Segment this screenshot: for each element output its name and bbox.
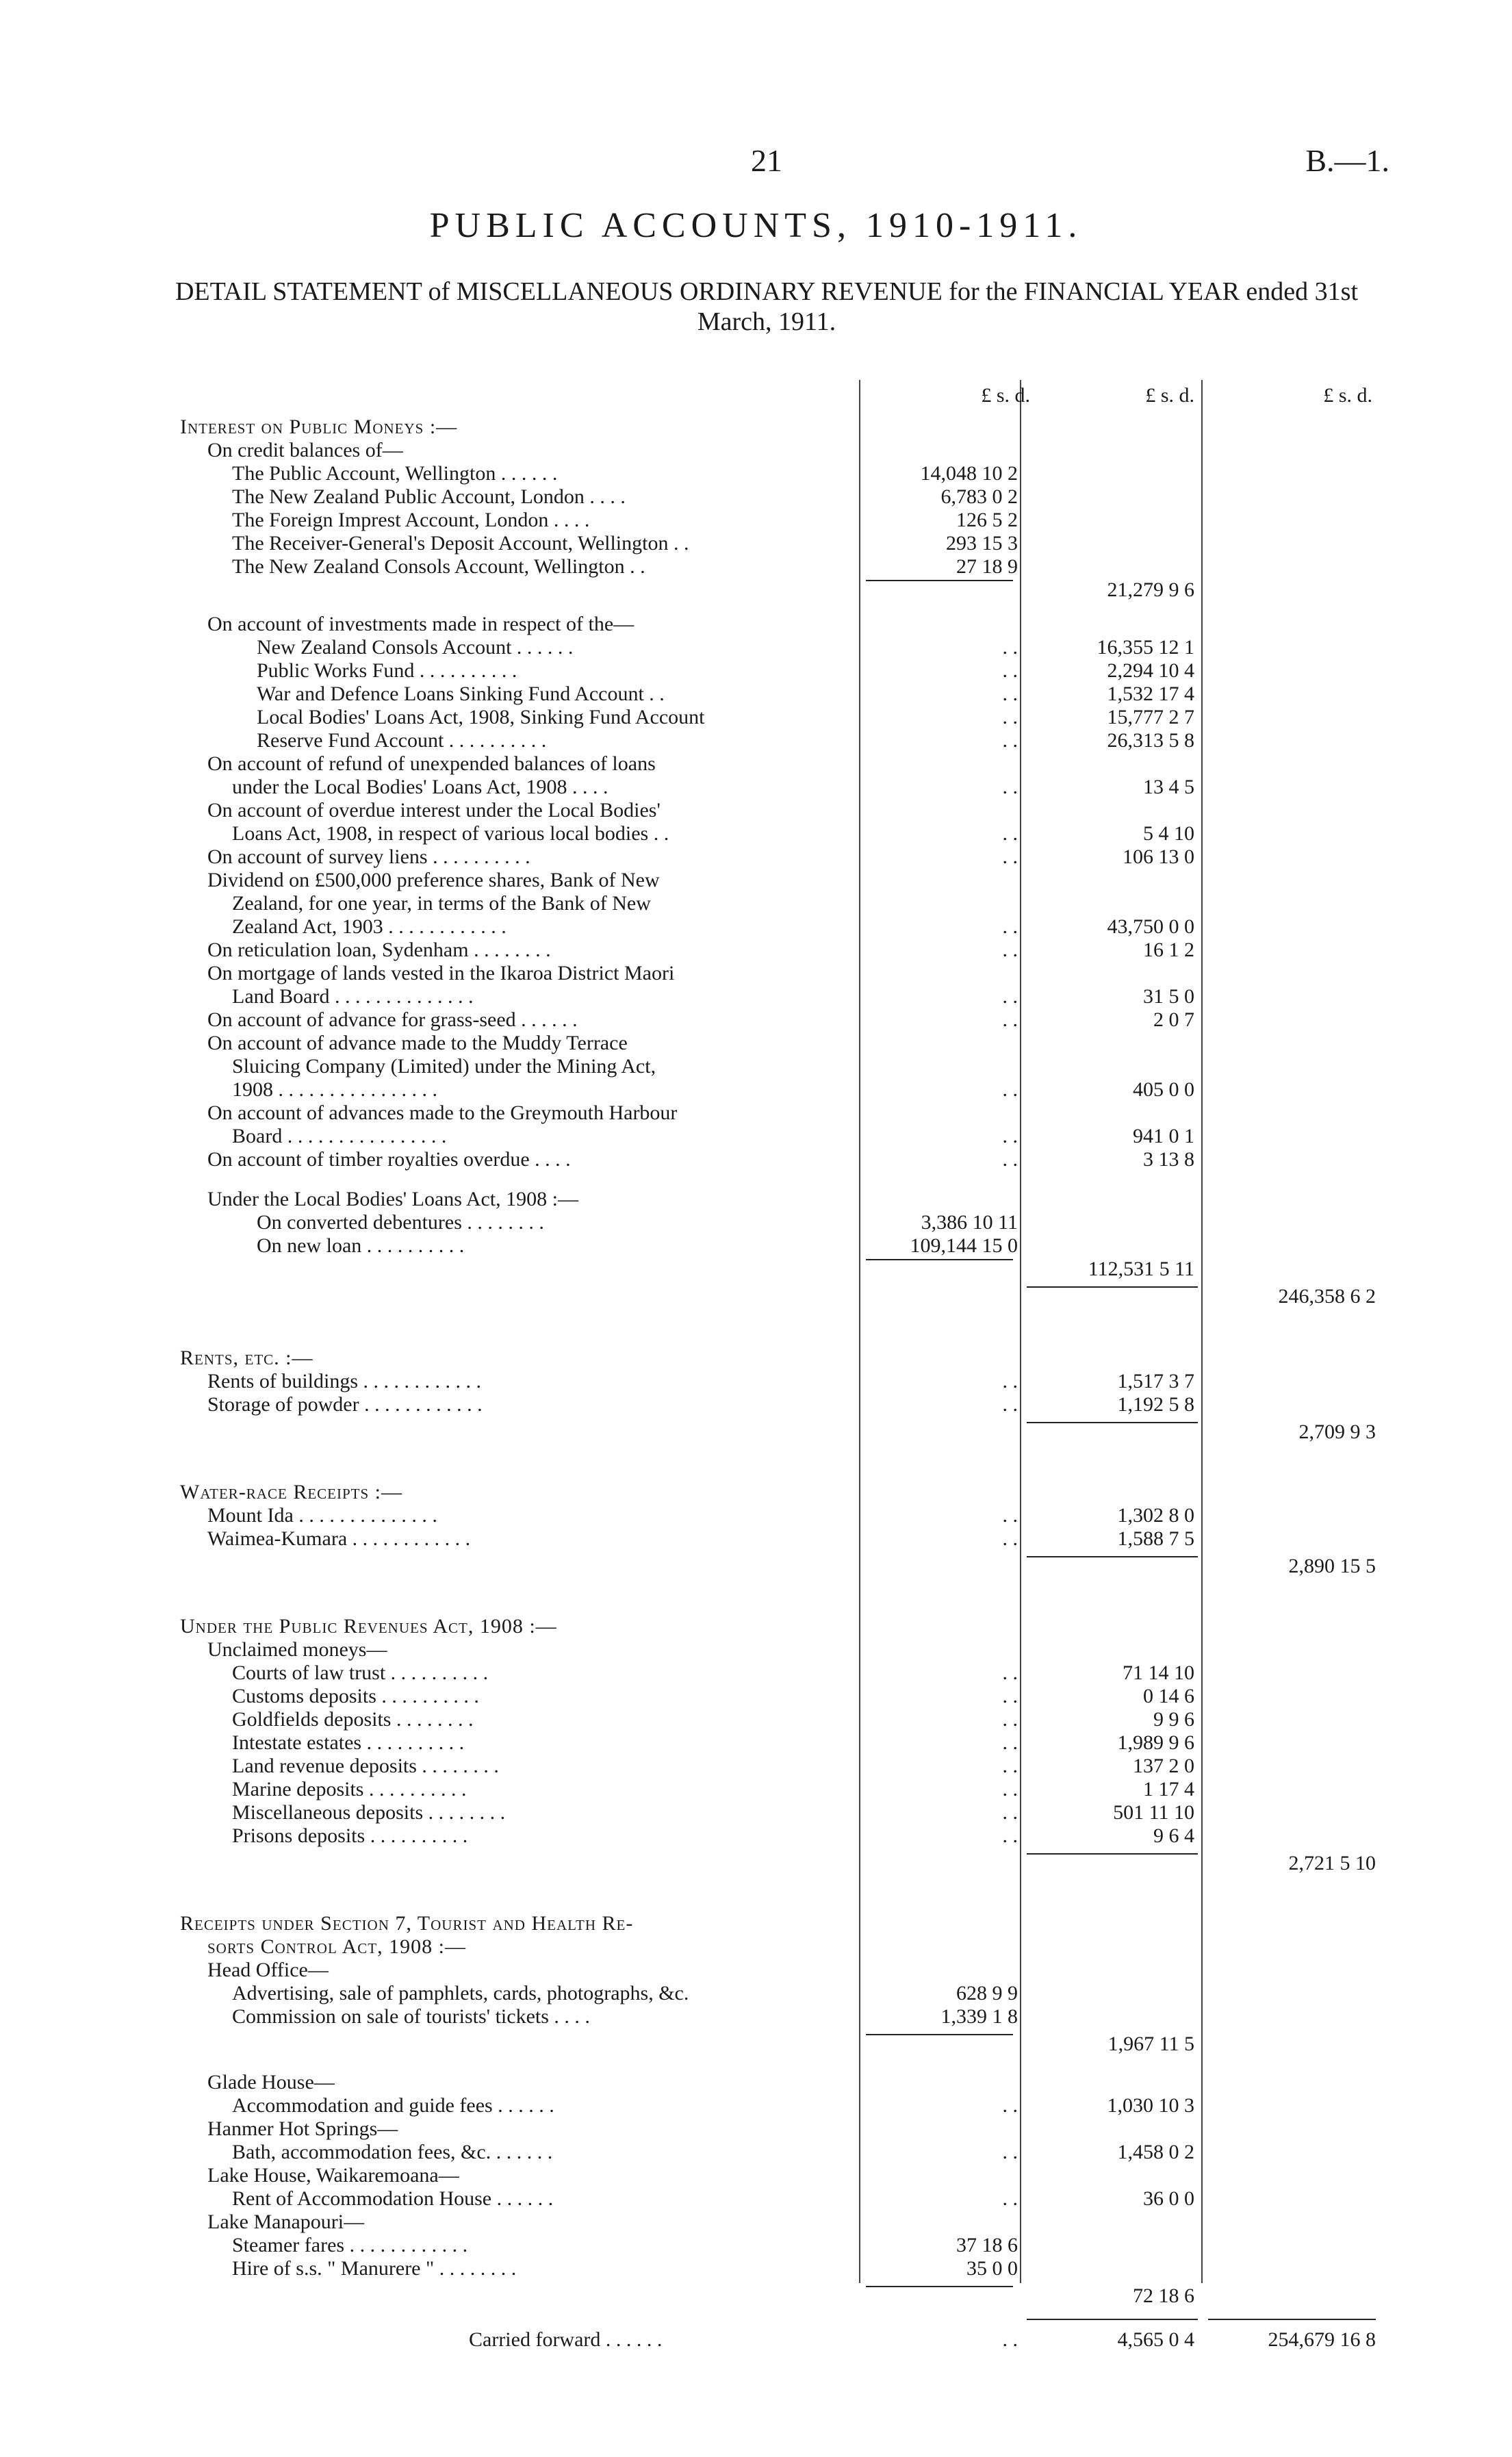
table-row: [175, 1211, 1379, 1234]
row-description: Steamer fares . . . . . . . . . . . .: [232, 2234, 468, 2256]
subtotal-rule: [1027, 1422, 1198, 1423]
row-description: Reserve Fund Account . . . . . . . . . .: [257, 729, 547, 752]
amount-a1: . .: [1002, 915, 1018, 938]
amount-a1: . .: [1002, 1778, 1018, 1800]
row-description: Under the Local Bodies' Loans Act, 1908 :—: [207, 1188, 578, 1210]
amount-a1: 126 5 2: [956, 509, 1018, 531]
row-description: Glade House—: [207, 2071, 335, 2093]
table-row: [175, 683, 1379, 706]
amount-a2: 3 13 8: [1143, 1148, 1194, 1171]
table-row: [175, 1615, 1379, 1638]
table-row: [175, 439, 1379, 462]
amount-a2: 1,989 9 6: [1117, 1731, 1194, 1754]
amount-a2: 1,532 17 4: [1107, 683, 1194, 705]
row-description: Courts of law trust . . . . . . . . . .: [232, 1662, 489, 1684]
amount-a2: 26,313 5 8: [1107, 729, 1194, 752]
subtotal-rule: [866, 2286, 1013, 2287]
table-row: [175, 1935, 1379, 1959]
amount-a1: . .: [1002, 1393, 1018, 1416]
subtotal-rule: [1027, 1556, 1198, 1557]
amount-a2: 72 18 6: [1133, 2284, 1194, 2307]
row-description: War and Defence Loans Sinking Fund Account . .: [257, 683, 665, 705]
amount-a1: . .: [1002, 1078, 1018, 1101]
table-row: [175, 2094, 1379, 2117]
row-description: Sluicing Company (Limited) under the Mining Act,: [232, 1055, 656, 1078]
amount-a2: 71 14 10: [1123, 1662, 1194, 1684]
table-row: [175, 1638, 1379, 1662]
row-description: On reticulation loan, Sydenham . . . . . . . .: [207, 939, 551, 961]
subtotal-rule: [866, 1259, 1013, 1260]
amount-a1: . .: [1002, 1708, 1018, 1731]
subtotal-rule: [1027, 1853, 1198, 1855]
row-description: On mortgage of lands vested in the Ikaroa District Maori: [207, 962, 675, 984]
row-description: Waimea-Kumara . . . . . . . . . . . .: [207, 1527, 471, 1550]
column-header-1: £ s. d.: [981, 384, 1030, 407]
amount-a1: 109,144 15 0: [910, 1234, 1018, 1257]
table-row: [175, 1234, 1379, 1258]
amount-a1: 14,048 10 2: [920, 462, 1018, 485]
table-row: [175, 1755, 1379, 1778]
amount-a1: . .: [1002, 636, 1018, 659]
table-row: [175, 1481, 1379, 1504]
row-description: On account of overdue interest under the Local Bodies': [207, 799, 661, 822]
row-description: On account of refund of unexpended balances of loans: [207, 752, 656, 775]
amount-a2: 1,517 3 7: [1117, 1370, 1194, 1392]
row-description: The New Zealand Public Account, London . . . .: [232, 485, 626, 508]
amount-a1: . .: [1002, 729, 1018, 752]
table-row: [175, 1982, 1379, 2005]
statement-subtitle: DETAIL STATEMENT of MISCELLANEOUS ORDINARY REVENUE for the FINANCIAL YEAR ended 31st March, 1911.: [175, 277, 1359, 336]
table-row: [175, 729, 1379, 752]
amount-a2: 1,458 0 2: [1117, 2141, 1194, 2163]
section-heading: Receipts under Section 7, Tourist and Health Re-: [180, 1912, 634, 1935]
row-description: Customs deposits . . . . . . . . . .: [232, 1685, 479, 1707]
amount-a1: . .: [1002, 1824, 1018, 1847]
table-row: [175, 1527, 1379, 1551]
table-row: [175, 1393, 1379, 1416]
amount-a2: 1,030 10 3: [1107, 2094, 1194, 2117]
table-row: [175, 1685, 1379, 1708]
row-description: Land revenue deposits . . . . . . . .: [232, 1755, 499, 1777]
section-heading: Interest on Public Moneys :—: [180, 416, 458, 438]
amount-a2: 405 0 0: [1133, 1078, 1194, 1101]
amount-a1: . .: [1002, 706, 1018, 728]
row-description: Prisons deposits . . . . . . . . . .: [232, 1824, 468, 1847]
amount-a2: 4,565 0 4: [1117, 2328, 1194, 2351]
row-description: Commission on sale of tourists' tickets . . . .: [232, 2005, 590, 2028]
table-row: [175, 1421, 1379, 1444]
amount-a1: . .: [1002, 1527, 1018, 1550]
table-row: [175, 869, 1379, 892]
row-description: Miscellaneous deposits . . . . . . . .: [232, 1801, 506, 1824]
table-row: [175, 776, 1379, 799]
column-header-2: £ s. d.: [1145, 384, 1194, 407]
row-description: Carried forward . . . . . .: [469, 2328, 663, 2351]
table-row: [175, 915, 1379, 939]
amount-a2: 9 6 4: [1153, 1824, 1194, 1847]
amount-a2: 1,192 5 8: [1117, 1393, 1194, 1416]
document-reference: B.—1.: [1305, 143, 1389, 178]
section-heading: Rents, etc. :—: [180, 1347, 313, 1369]
amount-a2: 16 1 2: [1143, 939, 1194, 961]
amount-a2: 13 4 5: [1143, 776, 1194, 798]
amount-a3: 246,358 6 2: [1278, 1285, 1376, 1308]
table-row: [175, 1347, 1379, 1370]
section-heading: sorts Control Act, 1908 :—: [207, 1935, 466, 1958]
table-row: [175, 1032, 1379, 1055]
row-description: Zealand Act, 1903 . . . . . . . . . . . .: [232, 915, 507, 938]
amount-a2: 15,777 2 7: [1107, 706, 1194, 728]
amount-a1: . .: [1002, 2141, 1018, 2163]
amount-a2: 106 13 0: [1123, 845, 1194, 868]
table-row: [175, 1148, 1379, 1171]
subtotal-rule: [866, 2034, 1013, 2035]
table-row: [175, 1504, 1379, 1527]
table-row: [175, 416, 1379, 439]
amount-a1: . .: [1002, 1504, 1018, 1527]
amount-a1: . .: [1002, 939, 1018, 961]
row-description: Local Bodies' Loans Act, 1908, Sinking Fund Account: [257, 706, 705, 728]
amount-a2: 2,294 10 4: [1107, 659, 1194, 682]
table-row: [175, 1285, 1379, 1308]
table-row: [175, 2187, 1379, 2211]
amount-a1: . .: [1002, 1801, 1018, 1824]
amount-a1: . .: [1002, 1755, 1018, 1777]
table-row: [175, 636, 1379, 659]
amount-a2: 43,750 0 0: [1107, 915, 1194, 938]
table-row: [175, 706, 1379, 729]
amount-a1: . .: [1002, 1662, 1018, 1684]
row-description: On account of advance made to the Muddy Terrace: [207, 1032, 628, 1054]
table-row: [175, 2164, 1379, 2187]
table-row: [175, 985, 1379, 1008]
table-row: [175, 1959, 1379, 1982]
row-description: On new loan . . . . . . . . . .: [257, 1234, 465, 1257]
amount-a2: 31 5 0: [1143, 985, 1194, 1008]
amount-a1: . .: [1002, 659, 1018, 682]
row-description: Loans Act, 1908, in respect of various local bodies . .: [232, 822, 669, 845]
row-description: Advertising, sale of pamphlets, cards, photographs, &c.: [232, 1982, 689, 2004]
row-description: The Foreign Imprest Account, London . . . .: [232, 509, 590, 531]
table-row: [175, 2211, 1379, 2234]
row-description: Bath, accommodation fees, &c. . . . . . .: [232, 2141, 553, 2163]
amount-a1: . .: [1002, 1008, 1018, 1031]
table-row: [175, 1008, 1379, 1032]
amount-a1: . .: [1002, 822, 1018, 845]
amount-a2: 501 11 10: [1113, 1801, 1194, 1824]
table-row: [175, 1708, 1379, 1731]
row-description: Hanmer Hot Springs—: [207, 2117, 398, 2140]
row-description: Intestate estates . . . . . . . . . .: [232, 1731, 465, 1754]
page-number: 21: [751, 143, 782, 178]
row-description: Lake Manapouri—: [207, 2211, 365, 2233]
subtotal-rule: [866, 580, 1013, 581]
table-row: [175, 1912, 1379, 1935]
amount-a2: 137 2 0: [1133, 1755, 1194, 1777]
row-description: Land Board . . . . . . . . . . . . . .: [232, 985, 474, 1008]
amount-a1: 1,339 1 8: [940, 2005, 1018, 2028]
amount-a1: . .: [1002, 845, 1018, 868]
amount-a1: . .: [1002, 2187, 1018, 2210]
amount-a3: 254,679 16 8: [1268, 2328, 1376, 2351]
table-row: [175, 578, 1379, 602]
amount-a2: 941 0 1: [1133, 1125, 1194, 1147]
amount-a2: 5 4 10: [1143, 822, 1194, 845]
amount-a3: 2,890 15 5: [1288, 1555, 1376, 1577]
table-row: [175, 1662, 1379, 1685]
amount-a1: . .: [1002, 1370, 1018, 1392]
table-row: [175, 1731, 1379, 1755]
amount-a1: . .: [1002, 1685, 1018, 1707]
amount-a1: . .: [1002, 1125, 1018, 1147]
table-row: [175, 822, 1379, 845]
subtotal-rule: [1208, 2319, 1376, 2320]
table-row: [175, 1188, 1379, 1211]
row-description: The New Zealand Consols Account, Wellington . .: [232, 555, 645, 578]
amount-a2: 16,355 12 1: [1097, 636, 1194, 659]
table-row: [175, 659, 1379, 683]
row-description: Hire of s.s. " Manurere " . . . . . . . .: [232, 2257, 517, 2280]
row-description: Rents of buildings . . . . . . . . . . . .: [207, 1370, 482, 1392]
row-description: Goldfields deposits . . . . . . . .: [232, 1708, 474, 1731]
table-row: [175, 1102, 1379, 1125]
amount-a2: 1,302 8 0: [1117, 1504, 1194, 1527]
amount-a1: . .: [1002, 683, 1018, 705]
row-description: New Zealand Consols Account . . . . . .: [257, 636, 574, 659]
amount-a2: 1,967 11 5: [1107, 2033, 1194, 2055]
row-description: Marine deposits . . . . . . . . . .: [232, 1778, 467, 1800]
table-row: [175, 2005, 1379, 2028]
row-description: Public Works Fund . . . . . . . . . .: [257, 659, 517, 682]
table-row: [175, 892, 1379, 915]
amount-a2: 112,531 5 11: [1088, 1258, 1194, 1280]
amount-a1: . .: [1002, 2328, 1018, 2351]
column-header-3: £ s. d.: [1323, 384, 1372, 407]
amount-a2: 1 17 4: [1143, 1778, 1194, 1800]
table-row: [175, 939, 1379, 962]
amount-a1: . .: [1002, 1731, 1018, 1754]
table-row: [175, 555, 1379, 578]
table-row: [175, 532, 1379, 555]
table-row: [175, 1258, 1379, 1281]
row-description: 1908 . . . . . . . . . . . . . . . .: [232, 1078, 437, 1101]
table-row: [175, 1801, 1379, 1824]
table-row: [175, 1078, 1379, 1102]
amount-a1: . .: [1002, 985, 1018, 1008]
table-row: [175, 1778, 1379, 1801]
row-description: Lake House, Waikaremoana—: [207, 2164, 459, 2187]
amount-a1: 35 0 0: [966, 2257, 1018, 2280]
table-row: [175, 2257, 1379, 2280]
amount-a2: 21,279 9 6: [1107, 578, 1194, 601]
revenue-table: [175, 380, 1379, 2351]
table-row: [175, 2234, 1379, 2257]
table-row: [175, 485, 1379, 509]
table-row: [175, 462, 1379, 485]
amount-a1: 6,783 0 2: [940, 485, 1018, 508]
amount-a1: . .: [1002, 776, 1018, 798]
section-heading: Under the Public Revenues Act, 1908 :—: [180, 1615, 557, 1638]
page-title: PUBLIC ACCOUNTS, 1910-1911.: [429, 206, 1083, 245]
amount-a2: 1,588 7 5: [1117, 1527, 1194, 1550]
row-description: Dividend on £500,000 preference shares, Bank of New: [207, 869, 660, 891]
amount-a1: 293 15 3: [946, 532, 1018, 555]
table-row: [175, 1852, 1379, 1875]
amount-a1: 628 9 9: [956, 1982, 1018, 2004]
table-row: [175, 1055, 1379, 1078]
table-row: [175, 2071, 1379, 2094]
row-description: Zealand, for one year, in terms of the Bank of New: [232, 892, 651, 915]
row-description: under the Local Bodies' Loans Act, 1908 . . . .: [232, 776, 608, 798]
row-description: Mount Ida . . . . . . . . . . . . . .: [207, 1504, 437, 1527]
subtotal-rule: [1027, 2319, 1198, 2320]
row-description: On account of advance for grass-seed . . . . . .: [207, 1008, 578, 1031]
row-description: On account of timber royalties overdue . . . .: [207, 1148, 571, 1171]
amount-a1: 3,386 10 11: [921, 1211, 1018, 1234]
row-description: Rent of Accommodation House . . . . . .: [232, 2187, 554, 2210]
subtotal-rule: [1027, 1286, 1198, 1288]
amount-a1: . .: [1002, 1148, 1018, 1171]
row-description: The Receiver-General's Deposit Account, Wellington . .: [232, 532, 689, 555]
row-description: Head Office—: [207, 1959, 329, 1981]
amount-a2: 36 0 0: [1143, 2187, 1194, 2210]
table-row: [175, 2328, 1379, 2352]
amount-a3: 2,721 5 10: [1288, 1852, 1376, 1874]
table-row: [175, 752, 1379, 776]
table-row: [175, 2033, 1379, 2056]
amount-a2: 0 14 6: [1143, 1685, 1194, 1707]
row-description: Accommodation and guide fees . . . . . .: [232, 2094, 554, 2117]
amount-a2: 2 0 7: [1153, 1008, 1194, 1031]
row-description: On credit balances of—: [207, 439, 403, 461]
table-row: [175, 2284, 1379, 2308]
row-description: Storage of powder . . . . . . . . . . . .: [207, 1393, 483, 1416]
row-description: On account of survey liens . . . . . . . . . .: [207, 845, 530, 868]
amount-a2: 9 9 6: [1153, 1708, 1194, 1731]
amount-a1: 37 18 6: [956, 2234, 1018, 2256]
row-description: On converted debentures . . . . . . . .: [257, 1211, 544, 1234]
table-row: [175, 1370, 1379, 1393]
table-row: [175, 845, 1379, 869]
table-row: [175, 1555, 1379, 1578]
amount-a1: 27 18 9: [956, 555, 1018, 578]
table-row: [175, 1125, 1379, 1148]
row-description: The Public Account, Wellington . . . . . .: [232, 462, 558, 485]
table-row: [175, 799, 1379, 822]
row-description: Unclaimed moneys—: [207, 1638, 387, 1661]
table-row: [175, 2117, 1379, 2141]
amount-a1: . .: [1002, 2094, 1018, 2117]
row-description: On account of advances made to the Greymouth Harbour: [207, 1102, 678, 1124]
table-row: [175, 509, 1379, 532]
amount-a3: 2,709 9 3: [1298, 1421, 1376, 1443]
table-row: [175, 613, 1379, 636]
table-row: [175, 1824, 1379, 1848]
row-description: On account of investments made in respect of the—: [207, 613, 635, 635]
row-description: Board . . . . . . . . . . . . . . . .: [232, 1125, 447, 1147]
table-row: [175, 2141, 1379, 2164]
section-heading: Water-race Receipts :—: [180, 1481, 402, 1503]
table-row: [175, 962, 1379, 985]
